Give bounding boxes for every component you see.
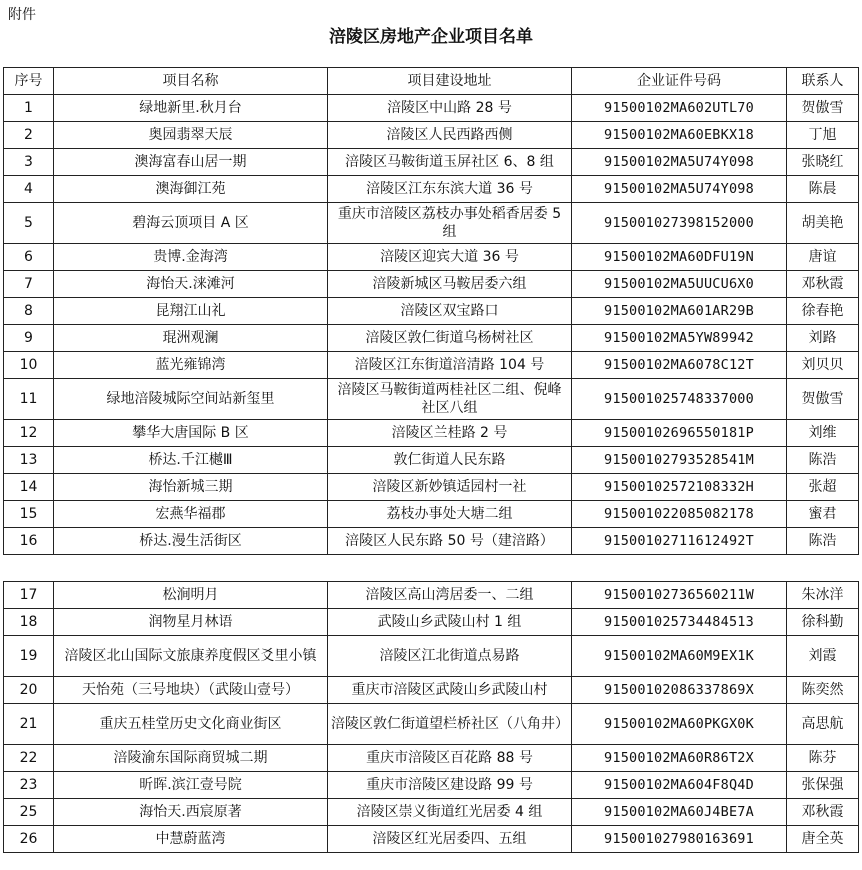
cell-license-code: 915001027980163691 [572, 826, 787, 853]
table-row [4, 176, 859, 203]
cell-project-name: 中慧蔚蓝湾 [54, 826, 328, 853]
cell-project-name: 海怡天.涞滩河 [54, 271, 328, 298]
cell-license-code: 915001025748337000 [572, 379, 787, 420]
cell-contact: 高思航 [787, 704, 859, 745]
cell-project-name: 奥园翡翠天辰 [54, 122, 328, 149]
cell-project-name: 昕晖.滨江壹号院 [54, 772, 328, 799]
cell-license-code: 91500102MA60DFU19N [572, 244, 787, 271]
table-row [4, 609, 859, 636]
attachment-label: 附件 [8, 7, 36, 23]
cell-project-name: 绿地涪陵城际空间站新玺里 [54, 379, 328, 420]
cell-contact: 陈芬 [787, 745, 859, 772]
table-row [4, 325, 859, 352]
cell-address: 涪陵新城区马鞍居委六组 [328, 271, 572, 298]
cell-project-name: 琨洲观澜 [54, 325, 328, 352]
cell-address: 涪陵区崇义街道红光居委 4 组 [328, 799, 572, 826]
cell-license-code: 91500102MA5U74Y098 [572, 149, 787, 176]
cell-license-code: 91500102086337869X [572, 677, 787, 704]
cell-no: 11 [4, 379, 54, 420]
cell-license-code: 91500102MA60R86T2X [572, 745, 787, 772]
cell-project-name: 宏燕华福郡 [54, 501, 328, 528]
cell-no: 3 [4, 149, 54, 176]
cell-no: 12 [4, 420, 54, 447]
table-row [4, 352, 859, 379]
cell-address: 重庆市涪陵区武陵山乡武陵山村 [328, 677, 572, 704]
table-row [4, 95, 859, 122]
cell-address: 涪陵区人民西路西侧 [328, 122, 572, 149]
cell-project-name: 松涧明月 [54, 582, 328, 609]
cell-license-code: 91500102793528541M [572, 447, 787, 474]
cell-project-name: 贵博.金海湾 [54, 244, 328, 271]
cell-no: 26 [4, 826, 54, 853]
cell-license-code: 91500102MA60M9EX1K [572, 636, 787, 677]
cell-address: 涪陵区迎宾大道 36 号 [328, 244, 572, 271]
table-row [4, 244, 859, 271]
cell-license-code: 91500102MA5YW89942 [572, 325, 787, 352]
cell-license-code: 91500102MA5UUCU6X0 [572, 271, 787, 298]
cell-contact: 唐全英 [787, 826, 859, 853]
cell-project-name: 海怡新城三期 [54, 474, 328, 501]
table-row [4, 271, 859, 298]
cell-no: 5 [4, 203, 54, 244]
cell-contact: 刘维 [787, 420, 859, 447]
header-no: 序号 [4, 68, 54, 95]
cell-no: 22 [4, 745, 54, 772]
cell-address: 武陵山乡武陵山村 1 组 [328, 609, 572, 636]
header-contact: 联系人 [787, 68, 859, 95]
cell-address: 涪陵区江东街道涪清路 104 号 [328, 352, 572, 379]
cell-license-code: 915001026965501​81P [572, 420, 787, 447]
cell-address: 涪陵区江东东滨大道 36 号 [328, 176, 572, 203]
cell-license-code: 915001025734484513 [572, 609, 787, 636]
cell-project-name: 涪陵渝东国际商贸城二期 [54, 745, 328, 772]
document-title: 涪陵区房地产企业项目名单 [329, 27, 533, 47]
cell-project-name: 攀华大唐国际 B 区 [54, 420, 328, 447]
cell-contact: 丁旭 [787, 122, 859, 149]
cell-contact: 胡美艳 [787, 203, 859, 244]
cell-no: 6 [4, 244, 54, 271]
cell-address: 涪陵区高山湾居委一、二组 [328, 582, 572, 609]
cell-no: 1 [4, 95, 54, 122]
cell-contact: 张超 [787, 474, 859, 501]
cell-project-name: 涪陵区北山国际文旅康养度假区爻里小镇 [54, 636, 328, 677]
cell-no: 4 [4, 176, 54, 203]
cell-project-name: 蓝光雍锦湾 [54, 352, 328, 379]
cell-no: 15 [4, 501, 54, 528]
cell-contact: 陈奕然 [787, 677, 859, 704]
cell-license-code: 91500102MA60PKGX0K [572, 704, 787, 745]
cell-contact: 陈晨 [787, 176, 859, 203]
cell-no: 14 [4, 474, 54, 501]
cell-project-name: 海怡天.西宸原著 [54, 799, 328, 826]
cell-project-name: 重庆五桂堂历史文化商业街区 [54, 704, 328, 745]
cell-project-name: 桥达.漫生活街区 [54, 528, 328, 555]
cell-project-name: 澳海富春山居一期 [54, 149, 328, 176]
project-table-part2 [3, 581, 859, 853]
cell-license-code: 91500102MA60J4BE7A [572, 799, 787, 826]
table-header-row [4, 68, 859, 95]
cell-license-code: 91500102MA60EBKX18 [572, 122, 787, 149]
cell-license-code: 91500102MA6078C12T [572, 352, 787, 379]
cell-project-name: 碧海云顶项目 A 区 [54, 203, 328, 244]
cell-project-name: 澳海御江苑 [54, 176, 328, 203]
cell-contact: 刘贝贝 [787, 352, 859, 379]
cell-license-code: 91500102711612492T [572, 528, 787, 555]
cell-license-code: 915001027398152000 [572, 203, 787, 244]
cell-contact: 张晓红 [787, 149, 859, 176]
cell-no: 23 [4, 772, 54, 799]
cell-license-code: 915001022085082178 [572, 501, 787, 528]
cell-contact: 徐春艳 [787, 298, 859, 325]
table-row [4, 149, 859, 176]
cell-address: 涪陵区马鞍街道玉屏社区 6、8 组 [328, 149, 572, 176]
cell-address: 荔枝办事处大塘二组 [328, 501, 572, 528]
header-license-code: 企业证件号码 [572, 68, 787, 95]
cell-no: 18 [4, 609, 54, 636]
cell-address: 重庆市涪陵区建设路 99 号 [328, 772, 572, 799]
table-row [4, 501, 859, 528]
table-row [4, 677, 859, 704]
cell-no: 13 [4, 447, 54, 474]
cell-no: 19 [4, 636, 54, 677]
table-row [4, 298, 859, 325]
cell-license-code: 91500102736560211W [572, 582, 787, 609]
table-row [4, 528, 859, 555]
cell-contact: 贺傲雪 [787, 95, 859, 122]
cell-address: 涪陵区人民东路 50 号（建涪路） [328, 528, 572, 555]
cell-no: 21 [4, 704, 54, 745]
cell-contact: 陈浩 [787, 528, 859, 555]
table-row [4, 420, 859, 447]
header-address: 项目建设地址 [328, 68, 572, 95]
cell-contact: 刘霞 [787, 636, 859, 677]
table-row [4, 826, 859, 853]
cell-no: 17 [4, 582, 54, 609]
cell-no: 8 [4, 298, 54, 325]
table-row [4, 447, 859, 474]
cell-no: 16 [4, 528, 54, 555]
cell-contact: 蜜君 [787, 501, 859, 528]
cell-address: 重庆市涪陵区荔枝办事处稻香居委 5 组 [328, 203, 572, 244]
cell-project-name: 绿地新里.秋月台 [54, 95, 328, 122]
project-table-part1 [3, 67, 859, 555]
cell-contact: 唐谊 [787, 244, 859, 271]
cell-contact: 邓秋霞 [787, 799, 859, 826]
cell-address: 涪陵区敦仁街道乌杨树社区 [328, 325, 572, 352]
cell-project-name: 桥达.千江樾Ⅲ [54, 447, 328, 474]
cell-no: 10 [4, 352, 54, 379]
table-row [4, 203, 859, 244]
table-row [4, 745, 859, 772]
cell-contact: 刘路 [787, 325, 859, 352]
table-row [4, 772, 859, 799]
cell-address: 涪陵区红光居委四、五组 [328, 826, 572, 853]
cell-no: 2 [4, 122, 54, 149]
cell-license-code: 91500102572108332H [572, 474, 787, 501]
cell-contact: 朱冰洋 [787, 582, 859, 609]
cell-contact: 陈浩 [787, 447, 859, 474]
cell-address: 涪陵区双宝路口 [328, 298, 572, 325]
cell-address: 涪陵区兰桂路 2 号 [328, 420, 572, 447]
cell-address: 涪陵区新妙镇适园村一社 [328, 474, 572, 501]
cell-address: 涪陵区敦仁街道望栏桥社区（八角井） [328, 704, 572, 745]
cell-contact: 邓秋霞 [787, 271, 859, 298]
cell-contact: 徐科勤 [787, 609, 859, 636]
cell-license-code: 91500102MA5U74Y098 [572, 176, 787, 203]
cell-address: 涪陵区中山路 28 号 [328, 95, 572, 122]
table-row [4, 379, 859, 420]
table-row [4, 636, 859, 677]
table-row [4, 474, 859, 501]
cell-contact: 贺傲雪 [787, 379, 859, 420]
cell-project-name: 润物星月林语 [54, 609, 328, 636]
table-row [4, 122, 859, 149]
table-row [4, 799, 859, 826]
cell-license-code: 91500102MA604F8Q4D [572, 772, 787, 799]
table-row [4, 704, 859, 745]
table-row [4, 582, 859, 609]
cell-license-code: 91500102MA602UTL70 [572, 95, 787, 122]
cell-address: 重庆市涪陵区百花路 88 号 [328, 745, 572, 772]
cell-address: 涪陵区马鞍街道两桂社区二组、倪峰社区八组 [328, 379, 572, 420]
cell-license-code: 91500102MA601AR29B [572, 298, 787, 325]
cell-no: 9 [4, 325, 54, 352]
cell-project-name: 天怡苑（三号地块）（武陵山壹号） [54, 677, 328, 704]
header-project-name: 项目名称 [54, 68, 328, 95]
cell-address: 敦仁街道人民东路 [328, 447, 572, 474]
cell-no: 20 [4, 677, 54, 704]
cell-contact: 张保强 [787, 772, 859, 799]
cell-no: 7 [4, 271, 54, 298]
cell-project-name: 昆翔江山礼 [54, 298, 328, 325]
cell-address: 涪陵区江北街道点易路 [328, 636, 572, 677]
cell-no: 25 [4, 799, 54, 826]
